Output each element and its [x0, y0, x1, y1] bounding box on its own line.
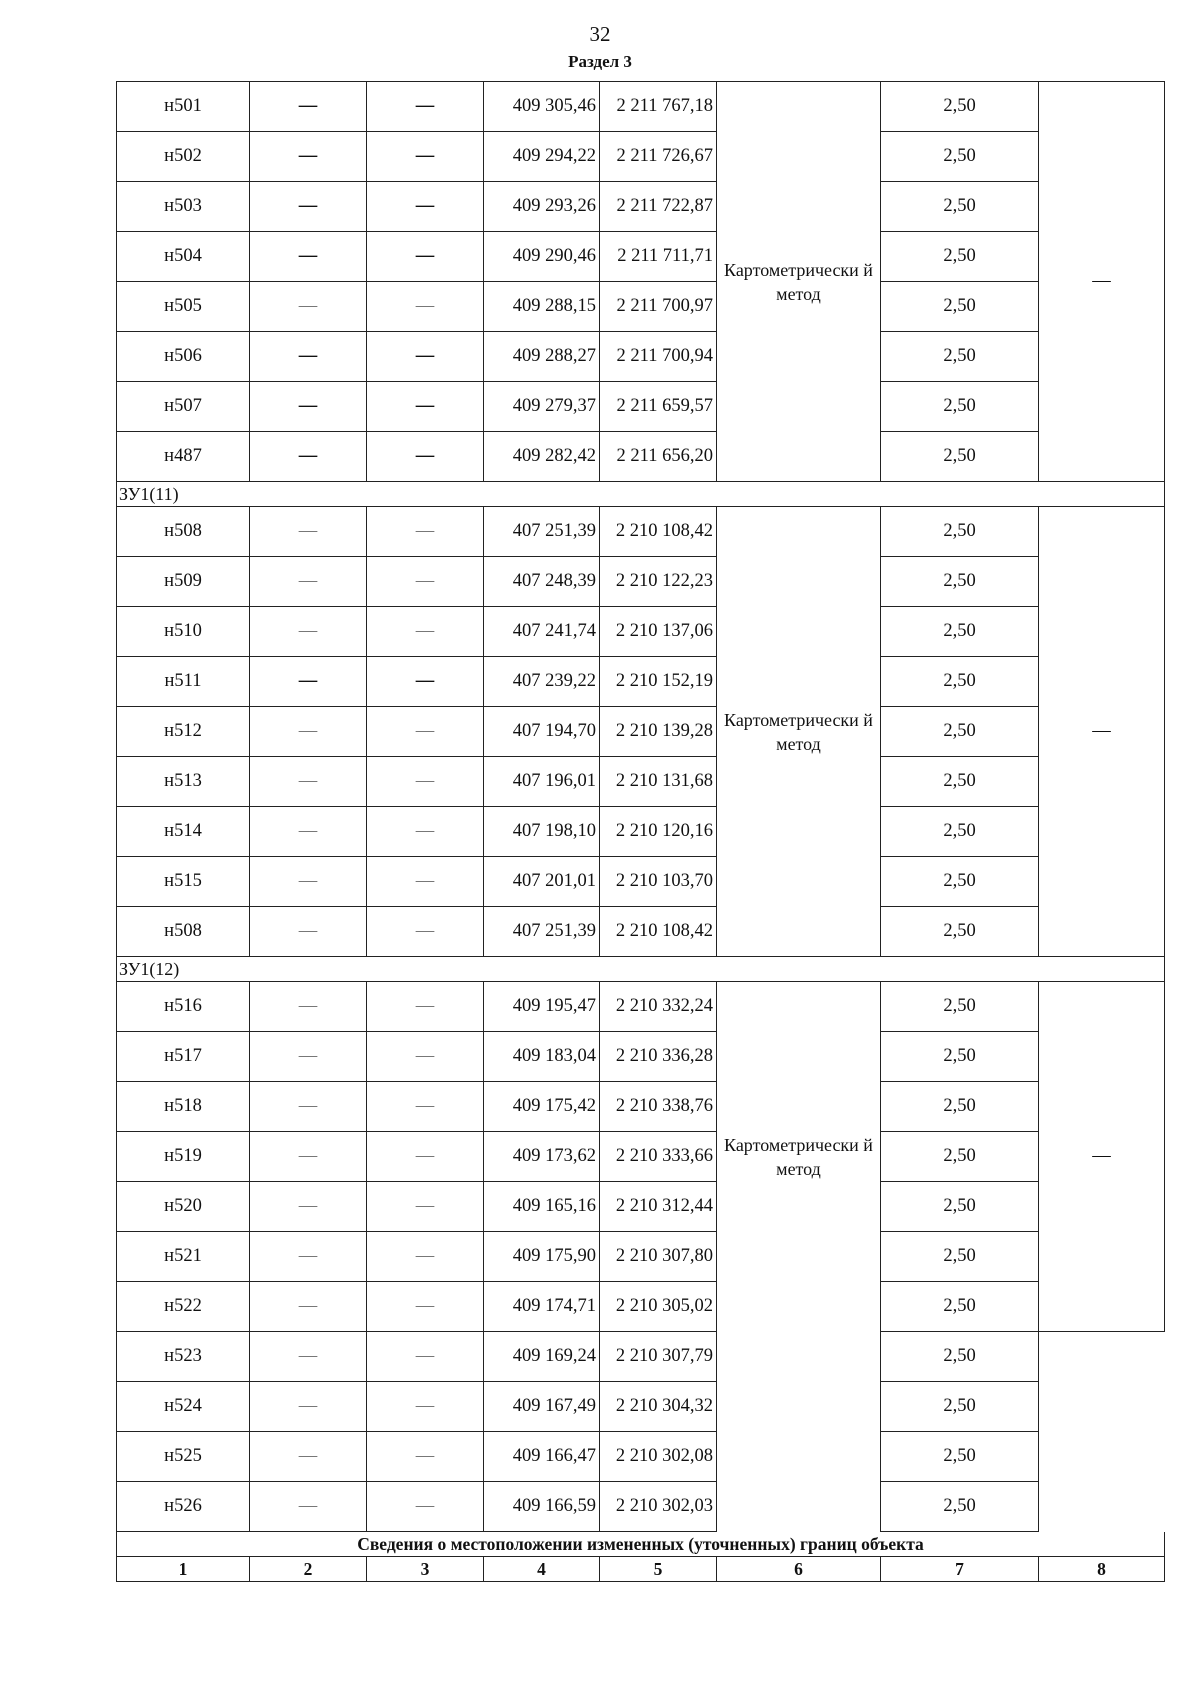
dash-cell: —: [250, 232, 367, 282]
column-numbers-row: [117, 1557, 1165, 1582]
y-coordinate-cell: 2 210 108,42: [600, 507, 717, 557]
x-coordinate-cell: 409 166,47: [484, 1432, 600, 1482]
x-coordinate-cell: 409 279,37: [484, 382, 600, 432]
dash-cell: —: [250, 182, 367, 232]
accuracy-cell: 2,50: [881, 232, 1039, 282]
table-row: [117, 1332, 1165, 1382]
point-name-cell: н526: [117, 1482, 250, 1532]
accuracy-cell: 2,50: [881, 1132, 1039, 1182]
accuracy-cell: 2,50: [881, 1082, 1039, 1132]
dash-cell: —: [367, 1432, 484, 1482]
x-coordinate-cell: 409 166,59: [484, 1482, 600, 1532]
accuracy-cell: 2,50: [881, 82, 1039, 132]
y-coordinate-cell: 2 211 767,18: [600, 82, 717, 132]
point-name-cell: н521: [117, 1232, 250, 1282]
table-row: [117, 557, 1165, 607]
group-label: ЗУ1(11): [117, 482, 1165, 507]
dash-cell: —: [250, 807, 367, 857]
accuracy-cell: 2,50: [881, 1382, 1039, 1432]
table-row: [117, 282, 1165, 332]
point-name-cell: н508: [117, 907, 250, 957]
dash-cell: —: [250, 432, 367, 482]
dash-cell: —: [250, 982, 367, 1032]
empty-cell: [717, 1432, 881, 1482]
coordinates-table: [116, 81, 1165, 1582]
accuracy-cell: 2,50: [881, 332, 1039, 382]
x-coordinate-cell: 407 251,39: [484, 907, 600, 957]
dash-cell: —: [250, 657, 367, 707]
dash-cell: —: [367, 1082, 484, 1132]
dash-cell: —: [367, 557, 484, 607]
empty-cell: [717, 1332, 881, 1382]
footer-title-row: [117, 1532, 1165, 1557]
column-number-cell: 2: [250, 1557, 367, 1582]
method-cell: Картометрически й метод: [717, 982, 881, 1332]
dash-cell: —: [367, 82, 484, 132]
table-row: [117, 1232, 1165, 1282]
point-name-cell: н503: [117, 182, 250, 232]
empty-cell: [1039, 1432, 1165, 1482]
accuracy-cell: 2,50: [881, 757, 1039, 807]
y-coordinate-cell: 2 210 152,19: [600, 657, 717, 707]
y-coordinate-cell: 2 210 302,08: [600, 1432, 717, 1482]
column-number-cell: 8: [1039, 1557, 1165, 1582]
point-name-cell: н509: [117, 557, 250, 607]
dash-cell: —: [367, 282, 484, 332]
table-row: [117, 382, 1165, 432]
point-name-cell: н487: [117, 432, 250, 482]
table-row: [117, 907, 1165, 957]
table-row: [117, 1082, 1165, 1132]
dash-cell: —: [250, 857, 367, 907]
point-name-cell: н502: [117, 132, 250, 182]
group-header-row: [117, 957, 1165, 982]
table-row: [117, 507, 1165, 557]
note-dash-cell: —: [1039, 507, 1165, 957]
dash-cell: —: [250, 1182, 367, 1232]
y-coordinate-cell: 2 210 305,02: [600, 1282, 717, 1332]
table-row: [117, 1482, 1165, 1532]
dash-cell: —: [367, 657, 484, 707]
dash-cell: —: [367, 857, 484, 907]
column-number-cell: 1: [117, 1557, 250, 1582]
dash-cell: —: [250, 1032, 367, 1082]
accuracy-cell: 2,50: [881, 1182, 1039, 1232]
x-coordinate-cell: 409 183,04: [484, 1032, 600, 1082]
dash-cell: —: [250, 132, 367, 182]
accuracy-cell: 2,50: [881, 432, 1039, 482]
accuracy-cell: 2,50: [881, 707, 1039, 757]
point-name-cell: н506: [117, 332, 250, 382]
x-coordinate-cell: 407 241,74: [484, 607, 600, 657]
table-row: [117, 232, 1165, 282]
x-coordinate-cell: 409 305,46: [484, 82, 600, 132]
dash-cell: —: [250, 557, 367, 607]
empty-cell: [1039, 1332, 1165, 1382]
y-coordinate-cell: 2 211 711,71: [600, 232, 717, 282]
x-coordinate-cell: 409 288,15: [484, 282, 600, 332]
dash-cell: —: [367, 1332, 484, 1382]
table-row: [117, 182, 1165, 232]
column-number-cell: 5: [600, 1557, 717, 1582]
y-coordinate-cell: 2 210 103,70: [600, 857, 717, 907]
x-coordinate-cell: 409 175,42: [484, 1082, 600, 1132]
point-name-cell: н510: [117, 607, 250, 657]
y-coordinate-cell: 2 211 700,94: [600, 332, 717, 382]
y-coordinate-cell: 2 211 722,87: [600, 182, 717, 232]
dash-cell: —: [367, 507, 484, 557]
y-coordinate-cell: 2 210 338,76: [600, 1082, 717, 1132]
dash-cell: —: [250, 82, 367, 132]
note-dash-cell: —: [1039, 982, 1165, 1332]
y-coordinate-cell: 2 210 333,66: [600, 1132, 717, 1182]
dash-cell: —: [367, 757, 484, 807]
dash-cell: —: [367, 907, 484, 957]
point-name-cell: н511: [117, 657, 250, 707]
accuracy-cell: 2,50: [881, 807, 1039, 857]
accuracy-cell: 2,50: [881, 182, 1039, 232]
dash-cell: —: [250, 332, 367, 382]
accuracy-cell: 2,50: [881, 857, 1039, 907]
dash-cell: —: [250, 1132, 367, 1182]
y-coordinate-cell: 2 211 656,20: [600, 432, 717, 482]
point-name-cell: н501: [117, 82, 250, 132]
dash-cell: —: [250, 1282, 367, 1332]
accuracy-cell: 2,50: [881, 507, 1039, 557]
x-coordinate-cell: 409 174,71: [484, 1282, 600, 1332]
x-coordinate-cell: 409 294,22: [484, 132, 600, 182]
table-row: [117, 1382, 1165, 1432]
point-name-cell: н504: [117, 232, 250, 282]
dash-cell: —: [367, 1482, 484, 1532]
accuracy-cell: 2,50: [881, 1032, 1039, 1082]
x-coordinate-cell: 409 288,27: [484, 332, 600, 382]
table-row: [117, 982, 1165, 1032]
x-coordinate-cell: 407 194,70: [484, 707, 600, 757]
point-name-cell: н522: [117, 1282, 250, 1332]
y-coordinate-cell: 2 210 307,80: [600, 1232, 717, 1282]
table-row: [117, 432, 1165, 482]
table-row: [117, 857, 1165, 907]
y-coordinate-cell: 2 210 131,68: [600, 757, 717, 807]
point-name-cell: н517: [117, 1032, 250, 1082]
accuracy-cell: 2,50: [881, 1282, 1039, 1332]
accuracy-cell: 2,50: [881, 657, 1039, 707]
x-coordinate-cell: 409 290,46: [484, 232, 600, 282]
x-coordinate-cell: 407 251,39: [484, 507, 600, 557]
point-name-cell: н508: [117, 507, 250, 557]
dash-cell: —: [250, 1332, 367, 1382]
dash-cell: —: [367, 1132, 484, 1182]
point-name-cell: н524: [117, 1382, 250, 1432]
x-coordinate-cell: 407 239,22: [484, 657, 600, 707]
table-row: [117, 1432, 1165, 1482]
table-row: [117, 1182, 1165, 1232]
accuracy-cell: 2,50: [881, 1332, 1039, 1382]
table-row: [117, 757, 1165, 807]
section-title: Раздел 3: [568, 52, 632, 71]
dash-cell: —: [367, 332, 484, 382]
y-coordinate-cell: 2 211 726,67: [600, 132, 717, 182]
table-row: [117, 1032, 1165, 1082]
accuracy-cell: 2,50: [881, 557, 1039, 607]
table-row: [117, 657, 1165, 707]
accuracy-cell: 2,50: [881, 132, 1039, 182]
dash-cell: —: [367, 607, 484, 657]
column-number-cell: 3: [367, 1557, 484, 1582]
dash-cell: —: [250, 707, 367, 757]
dash-cell: —: [367, 1232, 484, 1282]
point-name-cell: н507: [117, 382, 250, 432]
dash-cell: —: [367, 1032, 484, 1082]
point-name-cell: н523: [117, 1332, 250, 1382]
point-name-cell: н525: [117, 1432, 250, 1482]
y-coordinate-cell: 2 210 336,28: [600, 1032, 717, 1082]
point-name-cell: н519: [117, 1132, 250, 1182]
accuracy-cell: 2,50: [881, 982, 1039, 1032]
dash-cell: —: [367, 807, 484, 857]
accuracy-cell: 2,50: [881, 282, 1039, 332]
dash-cell: —: [367, 1182, 484, 1232]
dash-cell: —: [367, 1382, 484, 1432]
dash-cell: —: [367, 707, 484, 757]
point-name-cell: н518: [117, 1082, 250, 1132]
point-name-cell: н515: [117, 857, 250, 907]
x-coordinate-cell: 407 248,39: [484, 557, 600, 607]
point-name-cell: н512: [117, 707, 250, 757]
point-name-cell: н514: [117, 807, 250, 857]
note-dash-cell: —: [1039, 82, 1165, 482]
accuracy-cell: 2,50: [881, 907, 1039, 957]
empty-cell: [1039, 1382, 1165, 1432]
y-coordinate-cell: 2 210 312,44: [600, 1182, 717, 1232]
x-coordinate-cell: 407 198,10: [484, 807, 600, 857]
dash-cell: —: [367, 132, 484, 182]
dash-cell: —: [250, 382, 367, 432]
page-number: 32: [589, 22, 611, 46]
table-row: [117, 607, 1165, 657]
dash-cell: —: [250, 1432, 367, 1482]
method-cell: Картометрически й метод: [717, 82, 881, 482]
x-coordinate-cell: 407 201,01: [484, 857, 600, 907]
method-cell: Картометрически й метод: [717, 507, 881, 957]
footer-title: Сведения о местоположении измененных (уточненных) границ объекта: [117, 1532, 1165, 1557]
dash-cell: —: [250, 282, 367, 332]
table-row: [117, 707, 1165, 757]
group-label: ЗУ1(12): [117, 957, 1165, 982]
y-coordinate-cell: 2 211 700,97: [600, 282, 717, 332]
x-coordinate-cell: 409 293,26: [484, 182, 600, 232]
x-coordinate-cell: 409 173,62: [484, 1132, 600, 1182]
dash-cell: —: [250, 507, 367, 557]
y-coordinate-cell: 2 210 304,32: [600, 1382, 717, 1432]
point-name-cell: н516: [117, 982, 250, 1032]
y-coordinate-cell: 2 210 332,24: [600, 982, 717, 1032]
point-name-cell: н505: [117, 282, 250, 332]
y-coordinate-cell: 2 210 307,79: [600, 1332, 717, 1382]
y-coordinate-cell: 2 210 122,23: [600, 557, 717, 607]
y-coordinate-cell: 2 210 120,16: [600, 807, 717, 857]
empty-cell: [717, 1482, 881, 1532]
dash-cell: —: [250, 607, 367, 657]
point-name-cell: н520: [117, 1182, 250, 1232]
dash-cell: —: [367, 382, 484, 432]
y-coordinate-cell: 2 211 659,57: [600, 382, 717, 432]
empty-cell: [1039, 1482, 1165, 1532]
table-row: [117, 1132, 1165, 1182]
accuracy-cell: 2,50: [881, 607, 1039, 657]
dash-cell: —: [367, 232, 484, 282]
x-coordinate-cell: 409 169,24: [484, 1332, 600, 1382]
dash-cell: —: [250, 757, 367, 807]
accuracy-cell: 2,50: [881, 1482, 1039, 1532]
point-name-cell: н513: [117, 757, 250, 807]
x-coordinate-cell: 409 195,47: [484, 982, 600, 1032]
accuracy-cell: 2,50: [881, 382, 1039, 432]
x-coordinate-cell: 409 282,42: [484, 432, 600, 482]
accuracy-cell: 2,50: [881, 1232, 1039, 1282]
dash-cell: —: [367, 982, 484, 1032]
x-coordinate-cell: 409 167,49: [484, 1382, 600, 1432]
table-row: [117, 82, 1165, 132]
group-header-row: [117, 482, 1165, 507]
x-coordinate-cell: 409 165,16: [484, 1182, 600, 1232]
dash-cell: —: [250, 1232, 367, 1282]
accuracy-cell: 2,50: [881, 1432, 1039, 1482]
column-number-cell: 6: [717, 1557, 881, 1582]
x-coordinate-cell: 407 196,01: [484, 757, 600, 807]
x-coordinate-cell: 409 175,90: [484, 1232, 600, 1282]
table-row: [117, 332, 1165, 382]
y-coordinate-cell: 2 210 108,42: [600, 907, 717, 957]
column-number-cell: 7: [881, 1557, 1039, 1582]
dash-cell: —: [367, 182, 484, 232]
y-coordinate-cell: 2 210 302,03: [600, 1482, 717, 1532]
dash-cell: —: [250, 1482, 367, 1532]
dash-cell: —: [367, 432, 484, 482]
dash-cell: —: [250, 1082, 367, 1132]
column-number-cell: 4: [484, 1557, 600, 1582]
table-row: [117, 132, 1165, 182]
y-coordinate-cell: 2 210 137,06: [600, 607, 717, 657]
dash-cell: —: [367, 1282, 484, 1332]
table-row: [117, 1282, 1165, 1332]
empty-cell: [717, 1382, 881, 1432]
y-coordinate-cell: 2 210 139,28: [600, 707, 717, 757]
dash-cell: —: [250, 1382, 367, 1432]
dash-cell: —: [250, 907, 367, 957]
table-row: [117, 807, 1165, 857]
